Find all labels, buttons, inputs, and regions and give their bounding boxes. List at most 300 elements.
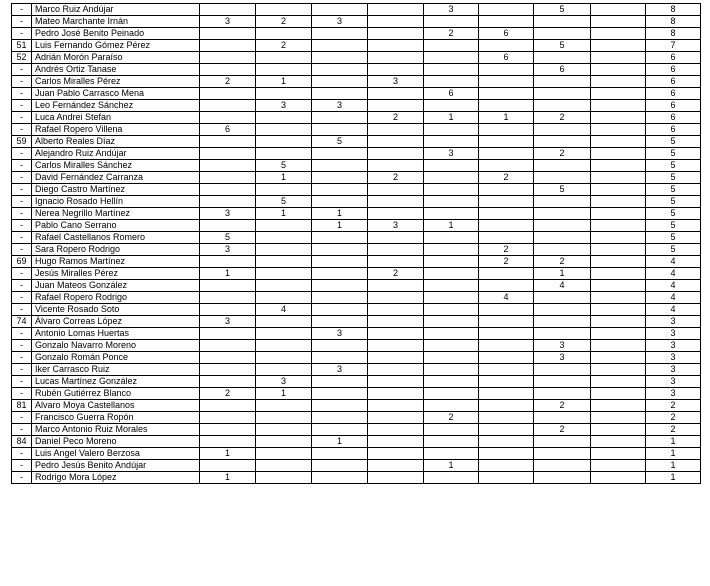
round-7-cell: 4 <box>534 280 591 292</box>
player-name-cell: Pedro Jesús Benito Andújar <box>32 460 200 472</box>
round-2-cell: 1 <box>256 76 312 88</box>
round-7-cell: 2 <box>534 112 591 124</box>
round-5-cell: 1 <box>424 460 479 472</box>
round-3-cell: 1 <box>312 436 368 448</box>
round-8-cell <box>591 100 646 112</box>
round-1-cell <box>200 400 256 412</box>
round-2-cell <box>256 292 312 304</box>
table-row <box>12 424 701 436</box>
round-1-cell: 2 <box>200 388 256 400</box>
round-7-cell <box>534 208 591 220</box>
round-1-cell <box>200 328 256 340</box>
player-name-cell: Jesús Miralles Pérez <box>32 268 200 280</box>
round-3-cell <box>312 424 368 436</box>
player-name-cell: Rafael Ropero Rodrigo <box>32 292 200 304</box>
round-5-cell <box>424 280 479 292</box>
round-4-cell: 2 <box>368 112 424 124</box>
total-points-cell: 6 <box>646 124 701 136</box>
round-2-cell <box>256 460 312 472</box>
round-2-cell <box>256 184 312 196</box>
round-5-cell <box>424 16 479 28</box>
round-1-cell: 3 <box>200 244 256 256</box>
table-row <box>12 220 701 232</box>
position-cell: - <box>12 304 32 316</box>
round-8-cell <box>591 256 646 268</box>
round-8-cell <box>591 340 646 352</box>
round-6-cell <box>479 316 534 328</box>
round-4-cell <box>368 124 424 136</box>
round-4-cell <box>368 460 424 472</box>
round-2-cell <box>256 148 312 160</box>
round-8-cell <box>591 196 646 208</box>
position-cell: - <box>12 412 32 424</box>
table-row <box>12 340 701 352</box>
round-1-cell <box>200 184 256 196</box>
round-8-cell <box>591 52 646 64</box>
player-name-cell: Carlos Miralles Pérez <box>32 76 200 88</box>
round-1-cell <box>200 412 256 424</box>
position-cell: - <box>12 88 32 100</box>
round-2-cell: 3 <box>256 100 312 112</box>
total-points-cell: 2 <box>646 400 701 412</box>
round-3-cell <box>312 112 368 124</box>
round-6-cell <box>479 280 534 292</box>
table-row <box>12 400 701 412</box>
round-7-cell <box>534 292 591 304</box>
table-row <box>12 448 701 460</box>
table-row <box>12 52 701 64</box>
round-2-cell <box>256 340 312 352</box>
round-6-cell <box>479 232 534 244</box>
position-cell: - <box>12 340 32 352</box>
round-3-cell <box>312 388 368 400</box>
round-3-cell <box>312 352 368 364</box>
round-5-cell <box>424 448 479 460</box>
table-row <box>12 388 701 400</box>
round-5-cell <box>424 124 479 136</box>
round-8-cell <box>591 328 646 340</box>
round-3-cell <box>312 76 368 88</box>
total-points-cell: 4 <box>646 256 701 268</box>
round-8-cell <box>591 412 646 424</box>
round-1-cell: 1 <box>200 268 256 280</box>
round-6-cell <box>479 436 534 448</box>
round-1-cell: 2 <box>200 76 256 88</box>
round-1-cell <box>200 352 256 364</box>
round-4-cell <box>368 472 424 484</box>
total-points-cell: 5 <box>646 208 701 220</box>
round-3-cell: 1 <box>312 220 368 232</box>
round-7-cell <box>534 16 591 28</box>
table-row <box>12 172 701 184</box>
round-1-cell <box>200 460 256 472</box>
round-2-cell: 2 <box>256 40 312 52</box>
player-name-cell: Rafael Ropero Villena <box>32 124 200 136</box>
round-5-cell <box>424 400 479 412</box>
table-row <box>12 208 701 220</box>
round-8-cell <box>591 304 646 316</box>
round-7-cell <box>534 472 591 484</box>
round-7-cell <box>534 88 591 100</box>
player-name-cell: Vicente Rosado Soto <box>32 304 200 316</box>
round-8-cell <box>591 364 646 376</box>
round-8-cell <box>591 292 646 304</box>
table-row <box>12 112 701 124</box>
round-1-cell: 3 <box>200 208 256 220</box>
round-1-cell <box>200 160 256 172</box>
table-row <box>12 4 701 16</box>
table-row <box>12 412 701 424</box>
round-8-cell <box>591 316 646 328</box>
round-3-cell <box>312 88 368 100</box>
round-7-cell: 2 <box>534 400 591 412</box>
round-2-cell <box>256 448 312 460</box>
round-2-cell <box>256 424 312 436</box>
round-2-cell <box>256 472 312 484</box>
round-1-cell: 3 <box>200 16 256 28</box>
round-7-cell: 2 <box>534 424 591 436</box>
round-2-cell: 1 <box>256 172 312 184</box>
round-6-cell <box>479 352 534 364</box>
round-8-cell <box>591 136 646 148</box>
round-3-cell <box>312 64 368 76</box>
table-row <box>12 256 701 268</box>
position-cell: - <box>12 64 32 76</box>
player-name-cell: Sara Ropero Rodrigo <box>32 244 200 256</box>
round-2-cell <box>256 64 312 76</box>
round-4-cell <box>368 376 424 388</box>
position-cell: - <box>12 208 32 220</box>
round-3-cell <box>312 148 368 160</box>
round-1-cell <box>200 52 256 64</box>
round-8-cell <box>591 280 646 292</box>
total-points-cell: 5 <box>646 196 701 208</box>
table-row <box>12 244 701 256</box>
round-6-cell <box>479 472 534 484</box>
table-row <box>12 280 701 292</box>
round-6-cell <box>479 220 534 232</box>
round-8-cell <box>591 88 646 100</box>
position-cell: - <box>12 184 32 196</box>
position-cell: 59 <box>12 136 32 148</box>
round-6-cell <box>479 136 534 148</box>
round-2-cell <box>256 112 312 124</box>
round-5-cell <box>424 364 479 376</box>
round-1-cell <box>200 88 256 100</box>
round-8-cell <box>591 448 646 460</box>
player-name-cell: Andrés Ortiz Tanase <box>32 64 200 76</box>
round-6-cell: 1 <box>479 112 534 124</box>
position-cell: - <box>12 220 32 232</box>
round-8-cell <box>591 28 646 40</box>
round-4-cell <box>368 280 424 292</box>
player-name-cell: Luca Andrei Stefan <box>32 112 200 124</box>
position-cell: 84 <box>12 436 32 448</box>
round-6-cell <box>479 64 534 76</box>
round-5-cell <box>424 172 479 184</box>
round-1-cell <box>200 64 256 76</box>
player-name-cell: Pedro José Benito Peinado <box>32 28 200 40</box>
round-5-cell <box>424 388 479 400</box>
position-cell: - <box>12 16 32 28</box>
round-7-cell <box>534 316 591 328</box>
round-4-cell <box>368 64 424 76</box>
round-6-cell <box>479 460 534 472</box>
player-name-cell: Alejandro Ruiz Andújar <box>32 148 200 160</box>
round-5-cell <box>424 64 479 76</box>
round-1-cell: 3 <box>200 316 256 328</box>
round-5-cell <box>424 352 479 364</box>
round-5-cell <box>424 40 479 52</box>
round-2-cell <box>256 4 312 16</box>
round-3-cell <box>312 124 368 136</box>
round-1-cell <box>200 340 256 352</box>
position-cell: - <box>12 76 32 88</box>
player-name-cell: Diego Castro Martínez <box>32 184 200 196</box>
round-1-cell <box>200 376 256 388</box>
total-points-cell: 8 <box>646 4 701 16</box>
round-3-cell <box>312 376 368 388</box>
total-points-cell: 3 <box>646 388 701 400</box>
round-8-cell <box>591 148 646 160</box>
round-8-cell <box>591 40 646 52</box>
round-4-cell <box>368 448 424 460</box>
round-1-cell <box>200 220 256 232</box>
total-points-cell: 5 <box>646 184 701 196</box>
round-1-cell <box>200 40 256 52</box>
round-5-cell <box>424 292 479 304</box>
player-name-cell: Juan Mateos González <box>32 280 200 292</box>
player-name-cell: Rodrigo Mora López <box>32 472 200 484</box>
round-6-cell: 2 <box>479 244 534 256</box>
round-7-cell: 1 <box>534 268 591 280</box>
round-7-cell <box>534 436 591 448</box>
total-points-cell: 5 <box>646 172 701 184</box>
round-3-cell <box>312 412 368 424</box>
round-6-cell <box>479 160 534 172</box>
table-row <box>12 16 701 28</box>
total-points-cell: 2 <box>646 412 701 424</box>
round-6-cell <box>479 76 534 88</box>
round-8-cell <box>591 436 646 448</box>
round-7-cell <box>534 136 591 148</box>
round-8-cell <box>591 268 646 280</box>
round-2-cell: 4 <box>256 304 312 316</box>
round-2-cell <box>256 436 312 448</box>
round-2-cell: 5 <box>256 160 312 172</box>
round-3-cell <box>312 244 368 256</box>
round-3-cell: 5 <box>312 136 368 148</box>
round-2-cell <box>256 412 312 424</box>
total-points-cell: 4 <box>646 292 701 304</box>
round-6-cell <box>479 268 534 280</box>
round-3-cell <box>312 28 368 40</box>
round-5-cell <box>424 328 479 340</box>
round-3-cell: 3 <box>312 364 368 376</box>
round-6-cell <box>479 100 534 112</box>
total-points-cell: 5 <box>646 136 701 148</box>
round-6-cell: 6 <box>479 28 534 40</box>
position-cell: - <box>12 112 32 124</box>
round-7-cell <box>534 328 591 340</box>
round-8-cell <box>591 124 646 136</box>
total-points-cell: 5 <box>646 232 701 244</box>
round-3-cell: 1 <box>312 208 368 220</box>
round-1-cell <box>200 436 256 448</box>
round-8-cell <box>591 112 646 124</box>
round-1-cell <box>200 4 256 16</box>
round-7-cell: 2 <box>534 148 591 160</box>
round-6-cell <box>479 184 534 196</box>
table-row <box>12 136 701 148</box>
round-2-cell: 3 <box>256 376 312 388</box>
round-6-cell <box>479 448 534 460</box>
round-2-cell <box>256 256 312 268</box>
round-2-cell: 5 <box>256 196 312 208</box>
round-6-cell: 2 <box>479 172 534 184</box>
round-7-cell <box>534 448 591 460</box>
position-cell: - <box>12 172 32 184</box>
round-4-cell <box>368 340 424 352</box>
round-6-cell <box>479 40 534 52</box>
round-4-cell <box>368 148 424 160</box>
round-8-cell <box>591 208 646 220</box>
round-7-cell <box>534 460 591 472</box>
position-cell: 74 <box>12 316 32 328</box>
table-row <box>12 376 701 388</box>
round-5-cell <box>424 100 479 112</box>
round-2-cell <box>256 364 312 376</box>
total-points-cell: 6 <box>646 64 701 76</box>
table-row <box>12 328 701 340</box>
total-points-cell: 5 <box>646 160 701 172</box>
round-6-cell <box>479 412 534 424</box>
round-5-cell <box>424 160 479 172</box>
round-5-cell <box>424 256 479 268</box>
total-points-cell: 6 <box>646 52 701 64</box>
player-name-cell: Antonio Lomas Huertas <box>32 328 200 340</box>
round-3-cell <box>312 40 368 52</box>
round-8-cell <box>591 172 646 184</box>
position-cell: - <box>12 28 32 40</box>
round-4-cell <box>368 136 424 148</box>
round-8-cell <box>591 160 646 172</box>
round-2-cell <box>256 136 312 148</box>
round-8-cell <box>591 400 646 412</box>
round-2-cell <box>256 316 312 328</box>
total-points-cell: 3 <box>646 340 701 352</box>
round-4-cell <box>368 4 424 16</box>
player-name-cell: Pablo Cano Serrano <box>32 220 200 232</box>
position-cell: - <box>12 460 32 472</box>
position-cell: 81 <box>12 400 32 412</box>
round-7-cell <box>534 304 591 316</box>
round-7-cell <box>534 364 591 376</box>
round-2-cell <box>256 400 312 412</box>
round-8-cell <box>591 64 646 76</box>
round-4-cell <box>368 436 424 448</box>
total-points-cell: 1 <box>646 436 701 448</box>
round-3-cell: 3 <box>312 100 368 112</box>
round-4-cell <box>368 388 424 400</box>
round-7-cell <box>534 124 591 136</box>
round-4-cell <box>368 88 424 100</box>
round-6-cell: 6 <box>479 52 534 64</box>
table-row <box>12 160 701 172</box>
player-name-cell: Iker Carrasco Ruiz <box>32 364 200 376</box>
round-6-cell <box>479 424 534 436</box>
round-2-cell <box>256 124 312 136</box>
round-8-cell <box>591 4 646 16</box>
table-row <box>12 76 701 88</box>
round-2-cell <box>256 244 312 256</box>
position-cell: - <box>12 4 32 16</box>
round-4-cell <box>368 424 424 436</box>
round-8-cell <box>591 76 646 88</box>
round-5-cell: 2 <box>424 28 479 40</box>
round-6-cell: 4 <box>479 292 534 304</box>
player-name-cell: Ignacio Rosado Hellín <box>32 196 200 208</box>
round-5-cell <box>424 472 479 484</box>
round-7-cell: 2 <box>534 256 591 268</box>
round-4-cell <box>368 292 424 304</box>
round-3-cell <box>312 448 368 460</box>
round-5-cell <box>424 436 479 448</box>
ranking-table <box>11 3 701 484</box>
round-4-cell <box>368 208 424 220</box>
round-3-cell <box>312 232 368 244</box>
round-7-cell <box>534 76 591 88</box>
round-4-cell <box>368 196 424 208</box>
round-5-cell: 1 <box>424 220 479 232</box>
round-6-cell <box>479 328 534 340</box>
total-points-cell: 4 <box>646 268 701 280</box>
table-row <box>12 124 701 136</box>
table-row <box>12 364 701 376</box>
table-row <box>12 304 701 316</box>
round-4-cell <box>368 52 424 64</box>
player-name-cell: Gonzalo Navarro Moreno <box>32 340 200 352</box>
round-8-cell <box>591 424 646 436</box>
total-points-cell: 6 <box>646 112 701 124</box>
total-points-cell: 3 <box>646 376 701 388</box>
table-row <box>12 460 701 472</box>
round-4-cell <box>368 256 424 268</box>
position-cell: - <box>12 124 32 136</box>
round-7-cell: 5 <box>534 40 591 52</box>
table-row <box>12 232 701 244</box>
table-row <box>12 148 701 160</box>
round-7-cell: 3 <box>534 340 591 352</box>
player-name-cell: Alberto Reales Díaz <box>32 136 200 148</box>
round-7-cell <box>534 232 591 244</box>
round-2-cell <box>256 52 312 64</box>
round-2-cell <box>256 220 312 232</box>
position-cell: - <box>12 148 32 160</box>
player-name-cell: Adrián Morón Paraíso <box>32 52 200 64</box>
round-8-cell <box>591 388 646 400</box>
round-3-cell <box>312 472 368 484</box>
total-points-cell: 3 <box>646 364 701 376</box>
player-name-cell: Marco Ruiz Andújar <box>32 4 200 16</box>
round-4-cell: 3 <box>368 220 424 232</box>
total-points-cell: 5 <box>646 148 701 160</box>
table-row <box>12 28 701 40</box>
round-1-cell <box>200 292 256 304</box>
round-3-cell <box>312 172 368 184</box>
round-1-cell <box>200 28 256 40</box>
position-cell: - <box>12 280 32 292</box>
